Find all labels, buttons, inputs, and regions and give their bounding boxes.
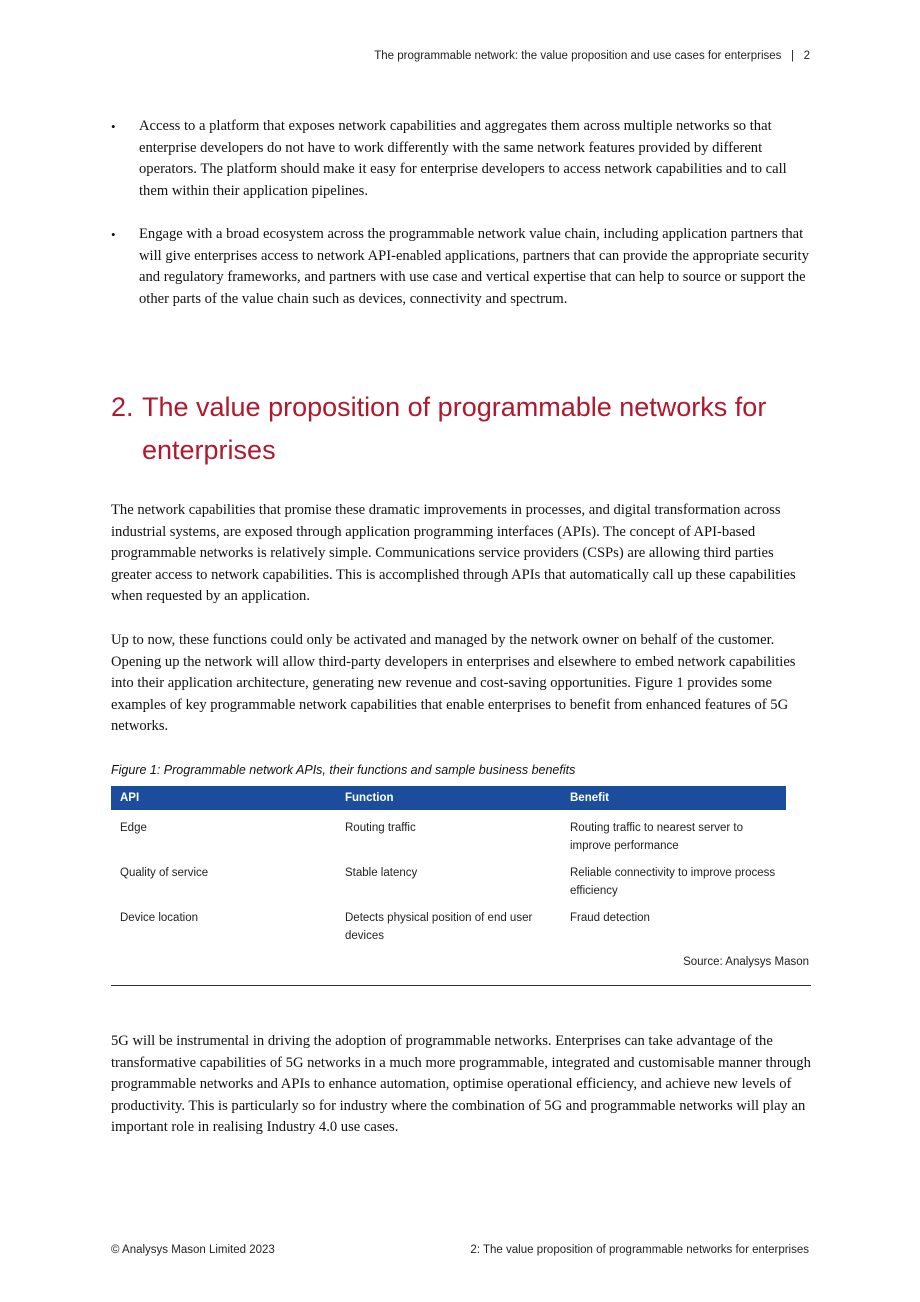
bullet-marker: • — [111, 226, 116, 242]
table-row — [111, 810, 786, 855]
section-number: 2. — [111, 392, 134, 422]
bullet-list — [111, 116, 811, 332]
table-cell: Stable latency — [345, 867, 418, 879]
column-header-benefit: Benefit — [561, 786, 786, 810]
bullet-item — [111, 224, 811, 310]
figure-caption: Figure 1: Programmable network APIs, their functions and sample business benefits — [111, 763, 576, 777]
header-separator: | — [791, 50, 794, 62]
table-cell: Quality of service — [120, 867, 209, 879]
running-header — [374, 50, 810, 62]
footer-copyright: © Analysys Mason Limited 2023 — [111, 1244, 275, 1256]
body-paragraph: Up to now, these functions could only be activated and managed by the network owner on behalf of the customer. Opening up the network will allow third-party developers in enterprises and elsewhere to embed network capabilities into their application architecture, generating new revenue and cost-saving opportunities. Figure 1 provides some examples of key programmable network capabilities that enable enterprises to benefit from enhanced features of 5G networks. — [111, 632, 796, 735]
column-header-api: API — [111, 786, 336, 810]
table-row — [111, 900, 786, 945]
section-heading — [111, 386, 811, 472]
table-cell: Routing traffic to nearest server to improve performance — [570, 822, 744, 852]
footer-section-label: 2: The value proposition of programmable networks for enterprises — [470, 1244, 809, 1256]
table-cell: Edge — [120, 822, 147, 834]
bullet-text: Access to a platform that exposes network capabilities and aggregates them across multiple networks so that enterprise developers do not have to work differently with the same network features provided by different operators. The platform should make it easy for enterprise developers to access network capabilities and to call them within their application pipelines. — [139, 118, 787, 199]
table-row — [111, 855, 786, 900]
bullet-marker: • — [111, 119, 116, 134]
table-cell: Reliable connectivity to improve process efficiency — [570, 867, 776, 897]
page-number: 2 — [803, 50, 810, 62]
section-title-line1: The value proposition of programmable networks for — [142, 392, 767, 422]
api-table — [111, 786, 786, 945]
body-paragraph: The network capabilities that promise these dramatic improvements in processes, and digital transformation across industrial systems, are exposed through application programming interfaces (APIs). The concept of API-based programmable networks is relatively simple. Communications service providers (CSPs) are allowing third parties greater access to network capabilities. This is accomplished through APIs that automatically call up these capabilities when requested by an application. — [111, 502, 796, 605]
table-header-row — [111, 786, 786, 810]
table-cell: Routing traffic — [345, 822, 416, 834]
body-paragraph: 5G will be instrumental in driving the adoption of programmable networks. Enterprises can take advantage of the transformative capabilities of 5G networks in a much more programmable, integrated and customisable manner through programmable networks and APIs to enhance automation, optimise operational efficiency, and achieve new levels of productivity. This is particularly so for industry where the combination of 5G and programmable networks will play an important role in realising Industry 4.0 use cases. — [111, 1033, 811, 1136]
table-cell: Detects physical position of end user devices — [345, 912, 533, 942]
section-title-line2: enterprises — [142, 435, 276, 465]
bullet-item — [111, 116, 811, 202]
running-title: The programmable network: the value proposition and use cases for enterprises — [374, 50, 782, 62]
figure-source: Source: Analysys Mason — [683, 956, 809, 968]
column-header-function: Function — [336, 786, 561, 810]
table-cell: Fraud detection — [570, 912, 650, 924]
bullet-text: Engage with a broad ecosystem across the programmable network value chain, including application partners that will give enterprises access to network API-enabled applications, partners that can provide the appropriate security and regulatory frameworks, and partners with use case and vertical expertise that can help to source or support the other parts of the value chain such as devices, connectivity and spectrum. — [139, 225, 809, 307]
figure-divider — [111, 985, 811, 986]
table-cell: Device location — [120, 912, 198, 924]
